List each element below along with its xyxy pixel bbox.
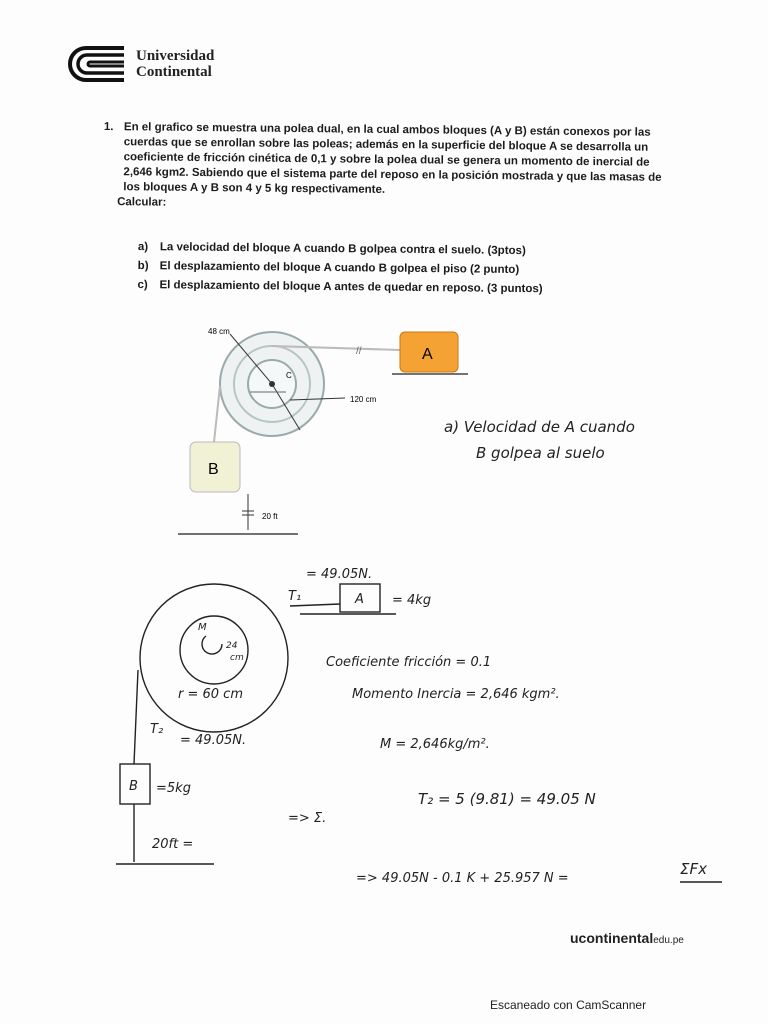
calc-label: Calcular: [117,196,167,209]
t2-label: T₂ [150,722,164,737]
mass-a: = 4kg [392,593,432,608]
sum-arrow: => Σ. [288,811,327,826]
t1-label: T₁ [288,589,302,604]
inertia-note: Momento Inercia = 2,646 kgm². [352,687,560,702]
question-letter: a) [137,240,149,254]
block-b-label: B [208,461,219,478]
question-text: El desplazamiento del bloque A cuando B golpea el piso (2 punto) [159,260,520,276]
inner-radius-label: 48 cm [208,327,230,336]
sum-fx: ΣFx [680,860,707,878]
question-letter: b) [137,259,149,273]
answer-a-line-1: a) Velocidad de A cuando [444,418,635,436]
footer-brand-suffix: edu.pe [653,935,684,946]
answer-a-line-2: B golpea al suelo [476,444,605,462]
drawn-rope-b [134,670,138,764]
question-text: El desplazamiento del bloque A antes de quedar en reposo. (3 puntos) [159,279,543,296]
friction-note: Coeficiente fricción = 0.1 [326,655,492,670]
m-equation: M = 2,646kg/m². [380,737,490,752]
footer-brand [570,930,684,946]
outer-radius-value: r = 60 cm [178,687,243,702]
mass-b: =5kg [156,781,191,796]
drawn-block-a-label: A [355,592,364,607]
outer-radius-label: 120 cm [350,395,377,404]
drawn-block-b-label: B [129,779,138,794]
problem-number: 1. [103,120,114,134]
drawn-moment-arrow [202,636,222,654]
scanner-watermark: Escaneado con CamScanner [490,998,647,1012]
drawn-inner-pulley [180,616,248,684]
drawn-rope-a [290,604,340,606]
drop-value: 20ft = [152,837,194,852]
logo-line-2: Continental [136,64,212,80]
t2-equation: T₂ = 5 (9.81) = 49.05 N [418,790,596,808]
final-equation: => 49.05N - 0.1 K + 25.957 N = [356,871,569,886]
inner-radius-value: 24 [226,641,238,651]
question-letter: c) [137,278,148,292]
t1-value: = 49.05N. [306,567,373,582]
drop-label: 20 ft [262,512,278,521]
question-text: La velocidad del bloque A cuando B golpea contra el suelo. (3ptos) [159,241,526,258]
center-label: C [286,371,292,380]
footer-brand-name: ucontinental [570,930,654,946]
moment-label: M [198,622,207,633]
inner-radius-unit: cm [230,653,244,663]
drawn-outer-pulley [140,584,288,732]
svg-text://: // [356,346,362,357]
t2-value: = 49.05N. [180,733,247,748]
logo-line-1: Universidad [136,48,215,64]
problem-text: En el grafico se muestra una polea dual, en la cual ambos bloques (A y B) están conexos por las cuerdas que se enrollan sobre las poleas; además en la superficie del bloque A se desarrolla un coeficiente de fricción cinética de 0,1 y sobre la polea dual se genera un momento de inercial de 2,646 kgm2. Sabiendo que el sistema parte del reposo en la posición mostrada y que las masas de los bloques A y B son 4 y 5 kg respectivamente. [123,121,662,196]
block-a-label: A [422,346,433,363]
